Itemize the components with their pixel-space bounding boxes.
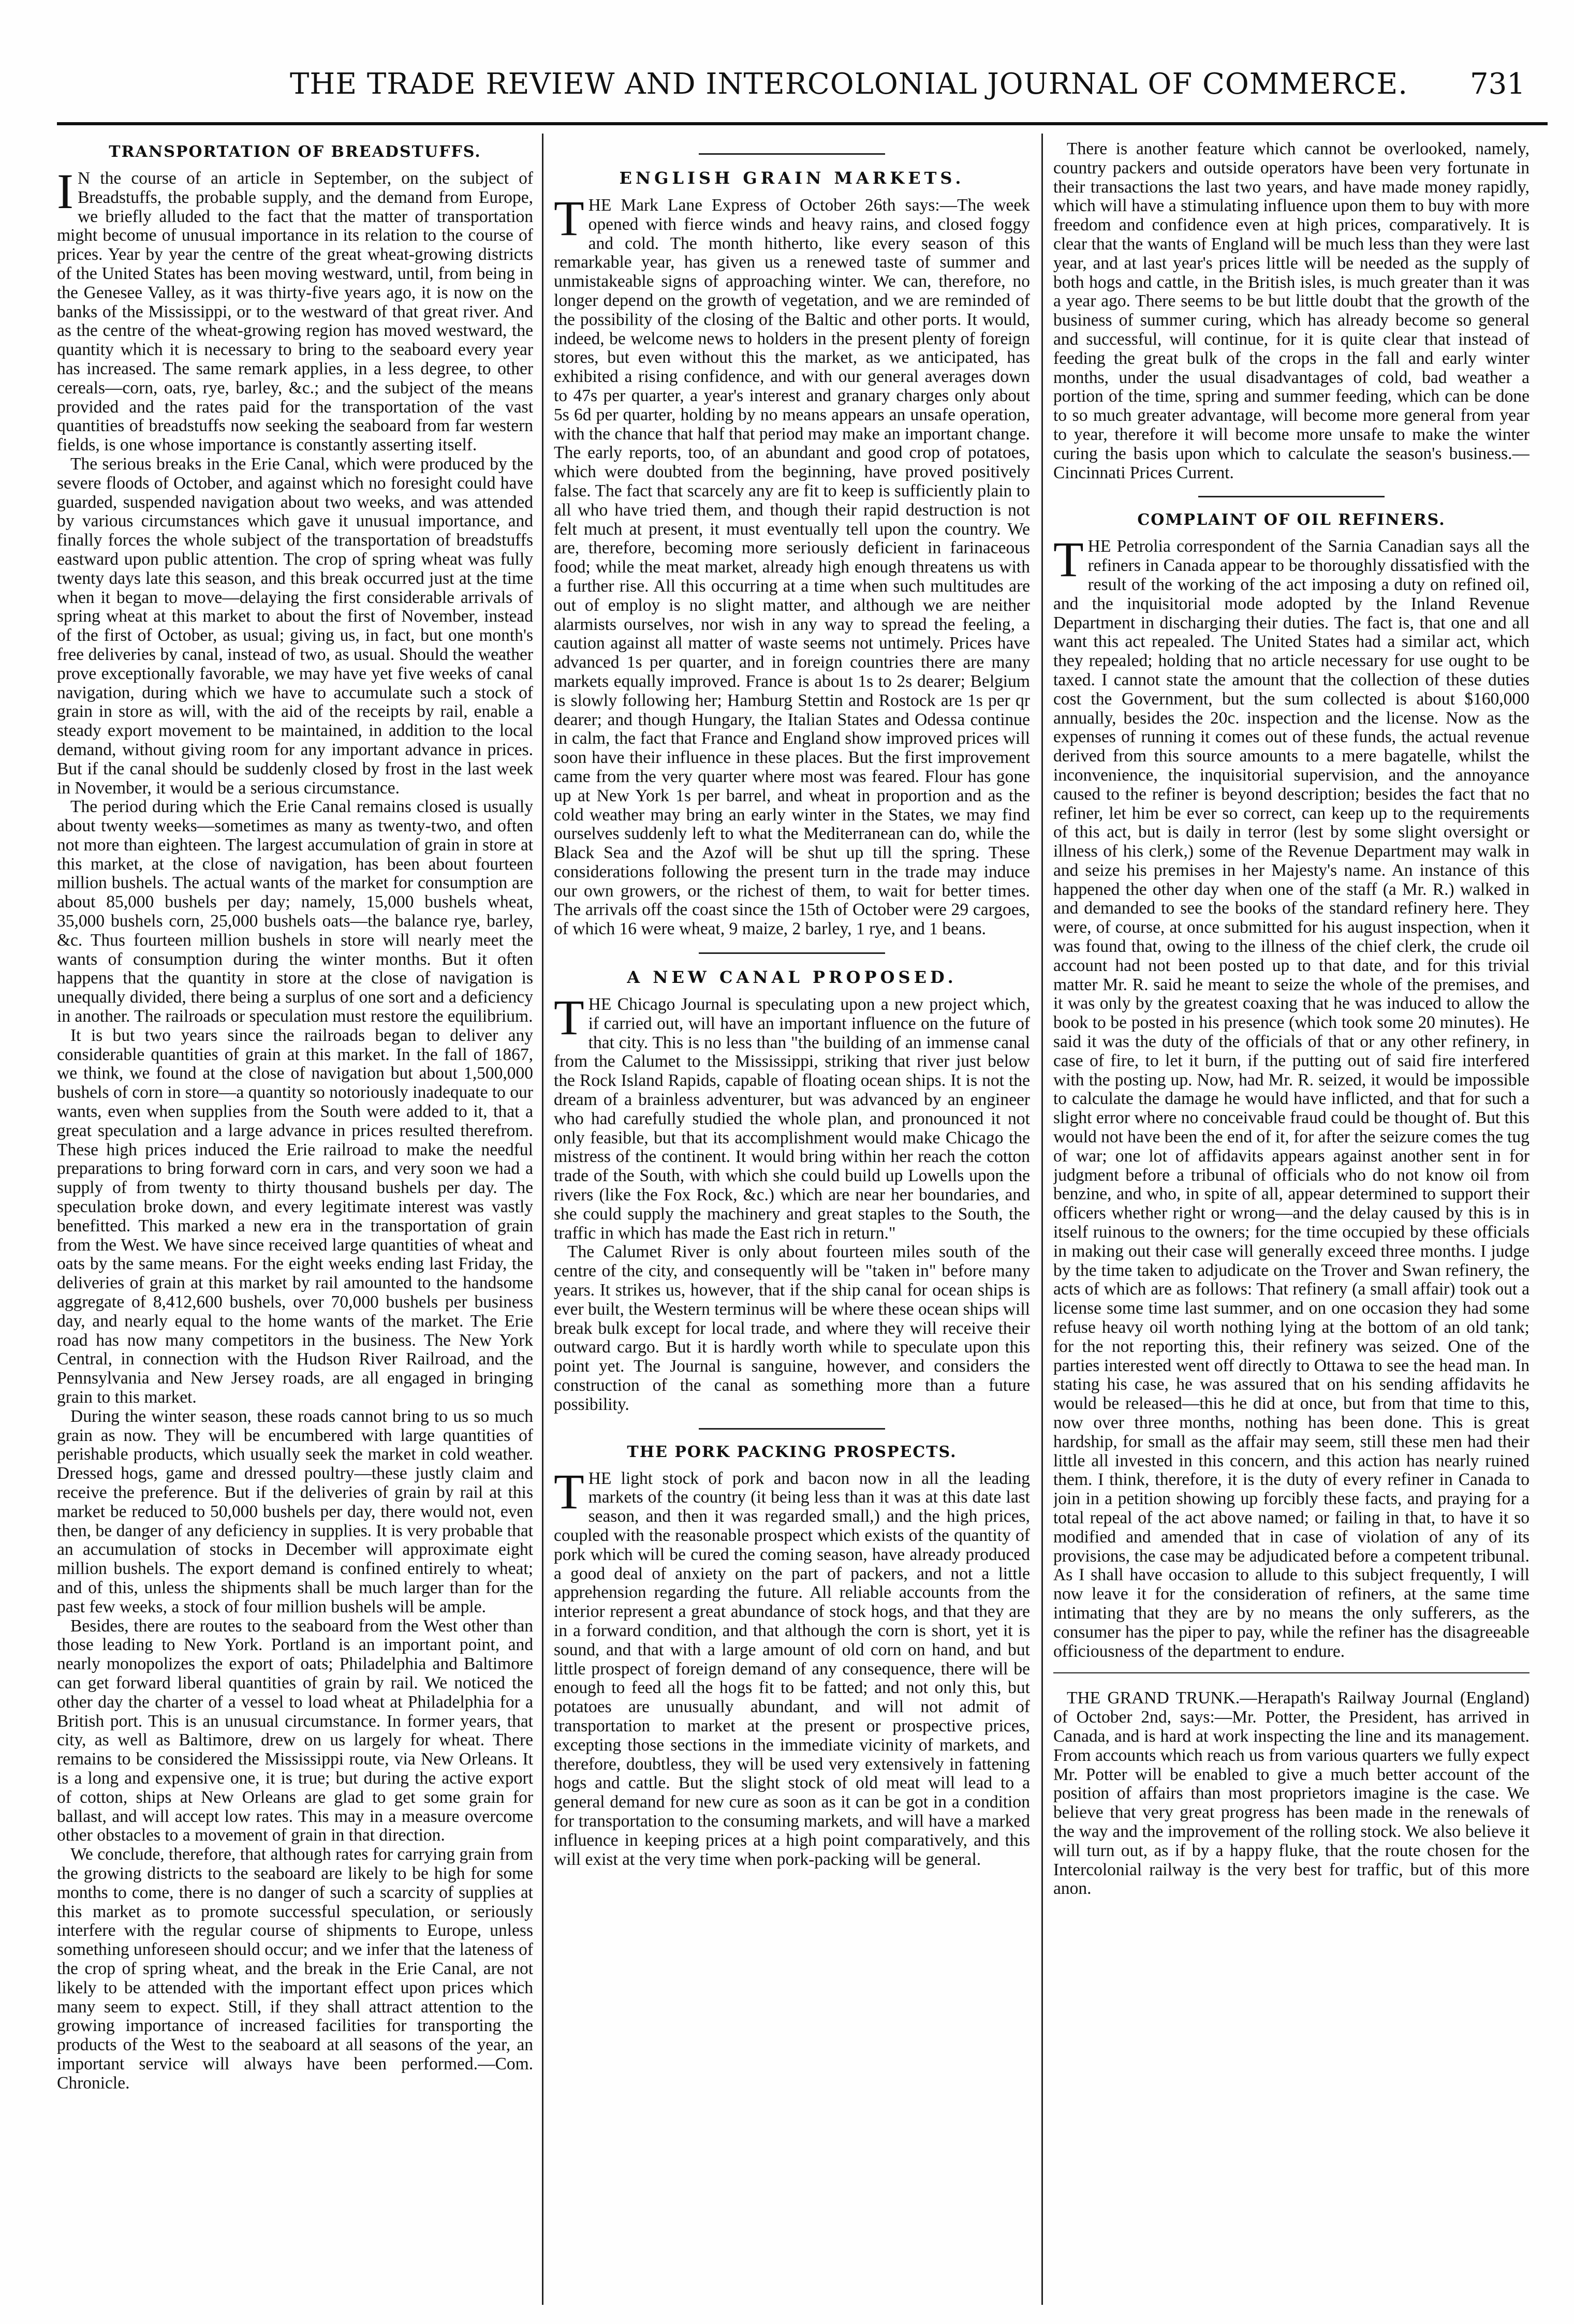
section-rule xyxy=(1198,496,1385,497)
section-rule xyxy=(699,1428,885,1430)
paragraph: There is another feature which cannot be overlooked, namely, country packers and outside operators have been very fortunate in their transactions the last two years, and have made money rapidly, which will have a stimulating influence upon them to buy with more freedom and confidence even at high prices, comparatively. It is clear that the wants of England will be much less than they were last year, and at last year's prices little will be needed as the supply of both hogs and cattle, in the British isles, is much greater than it was a year ago. There seems to be but little doubt that the growth of the business of summer curing, which has already become so general and successful, will continue, for it is quite clear that instead of feeding the great bulk of the crops in the fall and early winter months, under the usual disadvantages of cold, bad weather a portion of the time, spring and summer feeding, which can be done to so much greater advantage, will become more general from year to year, therefore it will become more unsafe to make the winter curing the basis upon which to calculate the season's business.—Cincinnati Prices Current. xyxy=(1053,140,1529,482)
paragraph: The period during which the Erie Canal remains closed is usually about twenty weeks—sometimes as many as twenty-two, and often not more than eighteen. The largest accumulation of grain in store at this market, at the close of navigation, has been about fourteen million bushels. The actual wants of the market for consumption are about 85,000 bushels per day; namely, 15,000 bushels wheat, 35,000 bushels corn, 25,000 bushels oats—the balance rye, barley, &c. Thus fourteen million bushels in store will nearly meet the wants of consumption during the winter months. But it often happens that the quantity in store at the close of navigation is unequally divided, there being a surplus of one sort and a deficiency in another. The railroads or speculation must restore the equilibrium. xyxy=(57,797,533,1026)
paragraph: The serious breaks in the Erie Canal, which were produced by the severe floods of October, and against which no foresight could have guarded, suspended navigation about two weeks, and was attended by various circumstances which gave it unusual importance, and finally forces the whole subject of the transportation of breadstuffs eastward upon public attention. The crop of spring wheat was fully twenty days late this season, and this break occurred just at the time when it began to move—delaying the first considerable arrivals of spring wheat at this market to about the first of November, instead of the first of October, as usual; giving us, in fact, but one month's free deliveries by canal, instead of two, as usual. Should the weather prove exceptionally favorable, we may have yet five weeks of canal navigation, during which we have to accumulate such a stock of grain in store as will, with the aid of the receipts by rail, enable a steady export movement to be maintained, in addition to the local demand, without giving room for any important advance in prices. But if the canal should be suddenly closed by frost in the last week in November, it would be a serious circumstance. xyxy=(57,454,533,798)
column-divider xyxy=(1041,134,1043,2305)
paragraph: THE Mark Lane Express of October 26th says:—The week opened with fierce winds and heavy rains, and closed foggy and cold. The month hitherto, like every season of this remarkable year, has given us a renewed taste of summer and unmistakeable signs of approaching winter. We can, therefore, no longer depend on the growth of vegetation, and we are reminded of the possibility of the closing of the Baltic and other ports. It would, indeed, be welcome news to holders in the present plenty of foreign stores, but even without this the market, as we anticipated, has exhibited a rising confidence, and with our general averages down to 47s per quarter, a year's interest and granary charges only about 5s 6d per quarter, holding by no means appears an unsafe operation, with the chance that half that period may make an important change. The early reports, too, of an abundant and good crop of potatoes, which were doubted from the beginning, have proved positively false. The fact that scarcely any are fit to keep is sufficiently plain to all who have tried them, and though their rapid destruction is not felt much at present, it must eventually tell upon the country. We are, therefore, becoming more seriously deficient in farinaceous food; while the meat market, already high enough threatens us with a further rise. All this occurring at a time when such multitudes are out of employ is no slight matter, and although we are neither alarmists ourselves, nor wish in any way to spread the feeling, a caution against all matter of waste seems not untimely. Prices have advanced 1s per quarter, and in foreign countries there are many markets equally improved. France is about 1s to 2s dearer; Belgium is slowly following her; Hamburg Stettin and Rostock are 1s per qr dearer; and though Hungary, the Italian States and Odessa continue in calm, the fact that France and England show improved prices will soon have their influence in these places. But the first improvement came from the very quarter where most was feared. Flour has gone up at New York 1s per barrel, and wheat in proportion and as the cold weather may bring an early winter in the States, we may find ourselves suddenly left to what the Mediterranean can do, while the Black Sea and the Azof will be shut up till the spring. These considerations following the present turn in the trade may induce our own growers, or the richest of them, to wait for better times. The arrivals off the coast since the 15th of October were 29 cargoes, of which 16 were wheat, 9 maize, 2 barley, 1 rye, and 1 beans. xyxy=(554,190,1030,939)
article-title: ENGLISH GRAIN MARKETS. xyxy=(619,168,965,188)
paragraph: During the winter season, these roads cannot bring to us so much grain as now. They will be encumbered with large quantities of perishable products, which usually seek the market in cold weather. Dressed hogs, game and dressed poultry—these justly claim and receive the preference. But if the deliveries of grain by rail at this market be reduced to 50,000 bushels per day, there would not, even then, be danger of any deficiency in supplies. It is very probable that an accumulation of stocks in December will approximate eight million bushels. The export demand is confined entirely to wheat; and of this, unless the shipments shall be much larger than for the past few weeks, a stock of four million bushels will be ample. xyxy=(57,1406,533,1616)
paragraph: The Calumet River is only about fourteen miles south of the centre of the city, and consequently will be "taken in" before many years. It strikes us, however, that if the ship canal for ocean ships is ever built, the Western terminus will be where these ocean ships will break bulk except for local trade, and where they will receive their outward cargo. But it is hardly worth while to speculate upon this point yet. The Journal is sanguine, however, and considers the construction of the canal as something more than a future possibility. xyxy=(554,1242,1030,1414)
paragraph: THE Petrolia correspondent of the Sarnia Canadian says all the refiners in Canada appear to be thoroughly dissatisfied with the result of the working of the act imposing a duty on refined oil, and the inquisitorial mode adopted by the Inland Revenue Department in discharging their duties. The fact is, that one and all want this act repealed. The United States had a similar act, which they repealed; holding that no article necessary for use ought to be taxed. I cannot state the amount that the collection of these duties cost the Government, but the sum collected is about $160,000 annually, besides the 20c. inspection and the license. Now as the expenses of running it comes out of these funds, the actual revenue derived from this source amounts to a mere bagatelle, whilst the inconvenience, the inquisitorial supervision, and the annoyance caused to the refiner is beyond description; besides the fact that no refiner, let him be ever so correct, can keep up to the requirements of this act, but is daily in terror (lest by some slight oversight or illness of his clerk,) some of the Revenue Department may walk in and seize his premises in her Majesty's name. An instance of this happened the other day when one of the staff (a Mr. R.) walked in and demanded to see the books of the standard refinery here. They were, of course, at once submitted for his august inspection, when it was found that, owing to the illness of the chief clerk, the crude oil account had not been posted up to that date, and for this trivial matter Mr. R. said he meant to seize the whole of the premises, and it was only by the greatest coaxing that he was induced to allow the book to be posted in his presence (which took some 20 minutes). He said it was the duty of the officials of that or any other refinery, in case of fire, to let it burn, if the putting out of said fire interfered with the posting up. Now, had Mr. R. seized, it would be impossible to calculate the damage he would have inflicted, and that for such a slight error where no conceivable fraud could be thought of. But this would not have been the end of it, for after the seizure comes the tug of war; one lot of affidavits appears against another sent in for judgment before a tribunal of officials who do not know oil from benzine, and who, in spite of all, appear determined to support their officers whether right or wrong—and the delay caused by this is in itself ruinous to the owners; for the time occupied by these officials in making out their case will generally exceed three months. I judge by the time taken to adjudicate on the Trover and Swan refinery, the acts of which are as follows: That refinery (a small affair) took out a license some time last summer, and on one occasion they had some refuse heavy oil worth nothing lying at the bottom of an old tank; for the not reporting this, their refinery was seized. One of the parties interested went off directly to Ottawa to see the head man. In stating his case, he was assured that on his sending affidavits he would be released—this he did at once, but from that time to this, now over three months, nothing has been done. This is great hardship, for small as the affair may seem, still these men had their little all invested in this concern, and this action has nearly ruined them. I think, therefore, it is the duty of every refiner in Canada to join in a petition showing up forcibly these facts, and praying for a total repeal of the act above named; or failing in that, to have it so modified and amended that in case of violation of any of its provisions, the case may be adjudicated before a competent tribunal. As I shall have occasion to allude to this subject frequently, I will now leave it for the consideration of refiners, at the same time intimating that they are by no means the only sufferers, as the consumer has the piper to pay, while the refiner has the disagreeable officiousness of the department to endure. xyxy=(1053,532,1529,1661)
column-2 xyxy=(554,140,1030,2303)
section-rule xyxy=(699,153,885,155)
section-rule xyxy=(1053,1672,1529,1673)
article-title: COMPLAINT OF OIL REFINERS. xyxy=(1137,511,1446,529)
page-number: 731 xyxy=(1470,67,1525,101)
column-1 xyxy=(57,140,533,2303)
section-rule xyxy=(699,952,885,954)
article-title: THE PORK PACKING PROSPECTS. xyxy=(627,1443,957,1461)
paragraph: THE Chicago Journal is speculating upon a new project which, if carried out, will have an important influence on the future of that city. This is no less than "the building of an immense canal from the Calumet to the Mississippi, striking that river just below the Rock Island Rapids, capable of floating ocean ships. It is not the dream of a brainless adventurer, but was advanced by an engineer who had carefully studied the whole plan, and pronounced it not only feasible, but that its accomplishment would make Chicago the mistress of the continent. It would bring within her reach the cotton trade of the South, with which she could build up Lowells upon the rivers (like the Fox Rock, &c.) which are near her boundaries, and she could supply the machinery and great staples to the South, the traffic in which has made the East rich in return." xyxy=(554,990,1030,1243)
paragraph: Besides, there are routes to the seaboard from the West other than those leading to New York. Portland is an important point, and nearly monopolizes the export of oats; Philadelphia and Baltimore can get forward liberal quantities of grain by rail. We noticed the other day the charter of a vessel to load wheat at Philadelphia for a British port. This is an unusual circumstance. In former years, that city, as well as Baltimore, drew on us largely for wheat. There remains to be considered the Mississippi route, via New Orleans. It is a long and expensive one, it is true; but during the active export of cotton, ships at New Orleans are glad to get some grain for ballast, and will accept low rates. This may in a measure overcome other obstacles to a movement of grain in that direction. xyxy=(57,1616,533,1845)
article-title: TRANSPORTATION OF BREADSTUFFS. xyxy=(109,143,481,161)
header-rule xyxy=(57,122,1548,125)
article-title: A NEW CANAL PROPOSED. xyxy=(627,967,957,988)
paragraph: IN the course of an article in September, on the subject of Breadstuffs, the probable supply, and the demand from Europe, we briefly alluded to the fact that the matter of transportation might become of unusual importance in its relation to the course of prices. Year by year the centre of the great wheat-growing districts of the United States has been moving westward, until, from being in the Genesee Valley, as it was thirty-five years ago, it is now on the banks of the Mississippi, or to the westward of that great river. And as the centre of the wheat-growing region has moved westward, the quantity which it is necessary to bring to the seaboard every year has increased. The same remark applies, in a less degree, to other cereals—corn, oats, rye, barley, &c.; and the subject of the means provided and the rates paid for the transportation of the vast quantities of breadstuffs now seeking the seaboard from far western fields, is one whose importance is constantly asserting itself. xyxy=(57,164,533,455)
paragraph: THE light stock of pork and bacon now in all the leading markets of the country (it being less than it was at this date last season, and then it was regarded small,) and the high prices, coupled with the reasonable prospect which exists of the quantity of pork which will be cured the coming season, have already produced a good deal of anxiety on the part of packers, and not a little apprehension regarding the future. All reliable accounts from the interior represent a great abundance of stock hogs, and that they are in a forward condition, and that although the corn is short, yet it is sound, and that with a large amount of old corn on hand, and but little prospect of foreign demand of any consequence, there will be enough to feed all the hogs fit to be fatted; and not only this, but potatoes are unusually abundant, and will not admit of transportation to market at the present or prospective prices, excepting those sections in the immediate vicinity of markets, and therefore, doubtless, they will be used very extensively in fattening hogs and cattle. But the slight stock of old meat will lead to a general demand for new cure as soon as it can be got in a condition for transportation to the consuming markets, and will have a marked influence in keeping prices at a high point comparatively, and this will exist at the very time when pork-packing will be general. xyxy=(554,1463,1030,1869)
paragraph: We conclude, therefore, that although rates for carrying grain from the growing districts to the seaboard are likely to be high for some months to come, there is no danger of such a scarcity of supplies at this market as to promote successful speculation, or seriously interfere with the regular course of shipments to Europe, unless something unforeseen should occur; and we infer that the lateness of the crop of spring wheat, and the break in the Erie Canal, are not likely to be attended with the important effect upon prices which many seem to expect. Still, if they shall attract attention to the growing importance of increased facilities for transporting the products of the West to the seaboard at all seasons of the year, an important service will always have been performed.—Com. Chronicle. xyxy=(57,1845,533,2093)
paragraph: THE GRAND TRUNK.—Herapath's Railway Journal (England) of October 2nd, says:—Mr. Potter, the President, has arrived in Canada, and is hard at work inspecting the line and its management. From accounts which reach us from various quarters we fully expect Mr. Potter will be enabled to give a much better account of the position of affairs than most proprietors imagine is the case. We believe that very great progress has been made in the renewals of the way and the improvement of the rolling stock. We also believe it will turn out, as if by a happy fluke, that the route chosen for the Intercolonial railway is the very best for traffic, but of this more anon. xyxy=(1053,1688,1529,1899)
column-divider xyxy=(542,134,543,2305)
column-3 xyxy=(1053,140,1529,2303)
paragraph: It is but two years since the railroads began to deliver any considerable quantities of grain at this market. In the fall of 1867, we think, we found at the close of navigation but about 1,500,000 bushels of corn in store—a quantity so notoriously inadequate to our wants, even when supplies from the South were added to it, that a great speculation and a large advance in prices resulted therefrom. These high prices induced the Erie railroad to make the needful preparations to bring forward corn in cars, and very soon we had a supply of from twenty to thirty thousand bushels per day. The speculation broke down, and every legitimate interest was vastly benefitted. This marked a new era in the transportation of grain from the West. We have since received large quantities of wheat and oats by the same means. For the eight weeks ending last Friday, the deliveries of grain at this market by rail amounted to the handsome aggregate of 8,412,600 bushels, over 70,000 bushels per business day, and nearly equal to the home wants of the market. The Erie road has now many competitors in the business. The New York Central, in connection with the Hudson River Railroad, and the Pennsylvania and New Jersey roads, are all engaged in bringing grain to this market. xyxy=(57,1025,533,1407)
running-head: THE TRADE REVIEW AND INTERCOLONIAL JOURNAL OF COMMERCE. xyxy=(290,67,1408,101)
